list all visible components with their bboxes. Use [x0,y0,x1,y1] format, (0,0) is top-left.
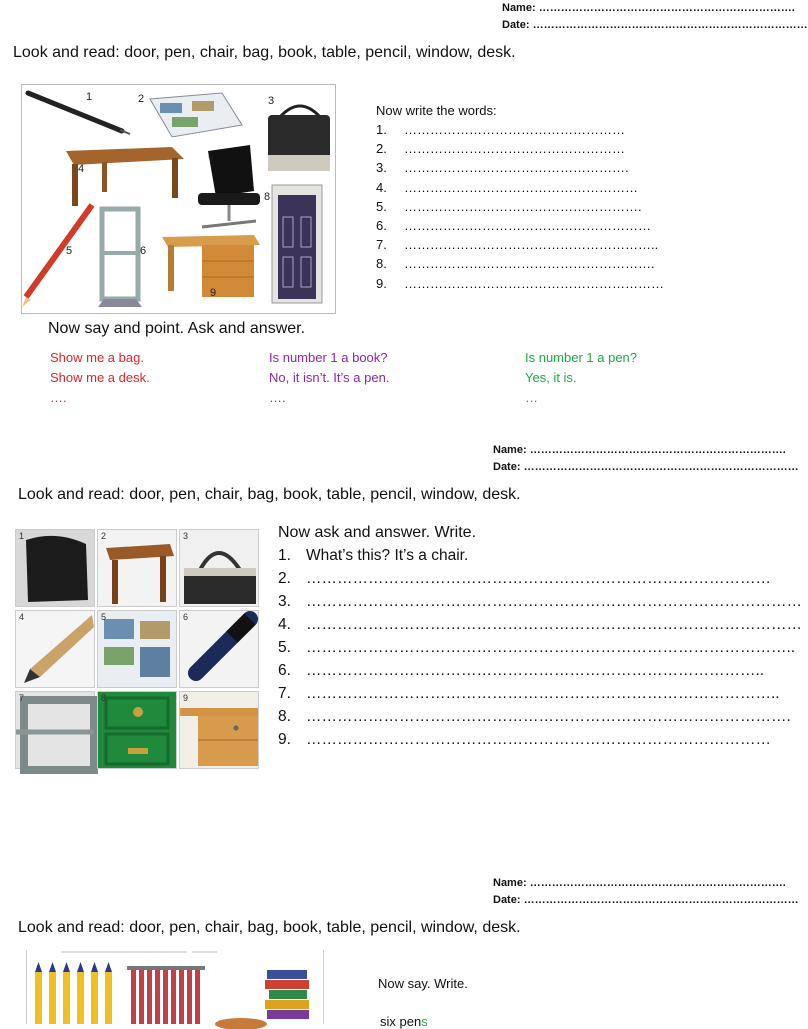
name-dots[interactable]: ……………………………………………………………. [538,2,795,14]
picture-number: 9 [210,287,217,299]
example-line: Yes, it is. [525,370,577,385]
date-dots[interactable]: ………………………………………………………………… [532,19,808,31]
list-item: 7. ………………………………………………….. [376,237,659,253]
photo-pen: 6 [179,610,259,688]
example-line: Is number 1 a pen? [525,350,638,365]
answer-blank[interactable]: ……………………………………………………………………………… [306,731,771,748]
example-line: Show me a bag. [50,350,144,365]
answer-blank[interactable]: …………………………………………… [404,122,625,137]
photo-chair: 1 [15,529,95,607]
counting-illustration [27,950,323,1024]
answer-blank[interactable]: …………………………………………………………………………….. [306,662,765,679]
books-icon [265,970,309,1019]
example-line: No, it isn’t. It’s a pen. [269,370,390,385]
ask-write-heading: Now ask and answer. Write. [278,524,477,541]
objects-picture [21,84,336,314]
picture-number: 2 [138,93,145,105]
list-item: 3. …………………………………………………………………………………… [278,593,802,610]
photo-grid [15,529,255,773]
photo-desk: 9 [179,691,259,769]
green-examples [525,348,637,408]
table-icon [66,147,184,206]
example-line: Is number 1 a book? [269,350,388,365]
answer-blank[interactable]: …………………………………………………………………………………… [306,616,802,633]
list-item: 3. ……………………………………………. [376,160,629,176]
answer-blank[interactable]: …………………………………………………… [404,275,664,291]
photo-table: 2 [97,529,177,607]
answer-blank[interactable]: …………………………………………………………………………………. [306,708,791,725]
name-label: Name: [493,444,527,456]
picture-number: 3 [268,95,275,107]
ask-write-list [278,547,802,754]
section1-title: Look and read: door, pen, chair, bag, book, table, pencil, window, desk. [13,44,516,61]
bag-icon [180,530,258,606]
example-line: …. [269,390,286,405]
say-point-title: Now say and point. Ask and answer. [48,320,306,337]
list-item: 6. …………………………………………………………………………….. [278,662,765,679]
bag-icon [268,106,330,171]
door-icon [98,692,176,768]
book-icon [150,93,242,137]
list-item: 2. …………………………………………… [376,141,625,157]
picture-number: 6 [140,245,147,257]
name-line [493,877,786,889]
picture-number: 1 [86,91,93,103]
chair-icon [16,530,94,606]
date-label: Date: [493,894,521,906]
photo-window: 7 [15,691,95,769]
photo-door: 8 [97,691,177,769]
list-item: 5. ………………………………………………. [376,198,642,214]
photo-bag: 3 [179,529,259,607]
write-heading: Now write the words: [376,103,497,118]
list-item: 2. ……………………………………………………………………………… [278,570,771,587]
pens-icon [35,962,112,1024]
name-label: Name: [493,877,527,889]
answer-blank[interactable]: ………………………………………………. [404,198,642,214]
example-word: six pen [380,1014,422,1029]
list-item: 1. …………………………………………… [376,122,625,137]
example-plural [380,1014,428,1029]
answer-blank[interactable]: ………………………………………………… [404,217,651,233]
photo-book: 5 [97,610,177,688]
name-dots[interactable]: ……………………………………………………………. [529,877,786,889]
photo-pencil: 4 [15,610,95,688]
list-item: 9. ……………………………………………………………………………… [278,731,771,748]
answer-blank[interactable]: …………………………………………………………………………………… [306,593,802,610]
desk-icon [180,692,258,768]
list-item: 8. …………………………………………………. [376,256,655,272]
counting-picture [26,950,324,1024]
picture-number: 4 [78,163,85,175]
pen-icon [28,93,130,134]
picture-number: 5 [66,245,73,257]
pencils-icon [127,966,205,1024]
answer-blank[interactable]: ………………………………………………….. [404,237,659,253]
pen-icon [180,611,258,687]
plural-suffix: s [421,1014,428,1029]
say-write-heading: Now say. Write. [378,976,468,991]
list-item: 8. …………………………………………………………………………………. [278,708,791,725]
list-item: 4. ……………………………………………… [376,179,638,195]
date-dots[interactable]: ………………………………………………………………… [523,461,799,473]
write-list [376,122,664,295]
example-answer: What’s this? It’s a chair. [306,547,469,564]
table-icon [98,530,176,606]
answer-blank[interactable]: ……………………………………………. [404,160,629,176]
answer-blank[interactable]: …………………………………………………. [404,256,655,272]
window-icon [16,692,94,768]
answer-blank[interactable]: …………………………………………… [404,141,625,157]
pencil-icon [16,611,94,687]
answer-blank[interactable]: ………………………………………………………………………………….. [306,639,796,656]
section2-title: Look and read: door, pen, chair, bag, book, table, pencil, window, desk. [18,486,521,503]
door-icon [272,185,322,303]
red-examples [50,348,150,408]
answer-blank[interactable]: ……………………………………………………………………………….. [306,685,780,702]
list-item: 9. …………………………………………………… [376,275,664,291]
list-item: 7. ……………………………………………………………………………….. [278,685,780,702]
list-item: 5. ………………………………………………………………………………….. [278,639,796,656]
section3-title: Look and read: door, pen, chair, bag, book, table, pencil, window, desk. [18,919,521,936]
pencil-icon [22,205,92,307]
picture-number: 8 [264,191,271,203]
example-line: … [525,390,538,405]
objects-illustration [22,85,335,313]
picture-number: 7 [208,155,215,167]
list-item: 1. What’s this? It’s a chair. [278,547,469,564]
answer-blank[interactable]: ……………………………………………… [404,179,638,195]
date-line [502,19,808,31]
name-dots[interactable]: ……………………………………………………………. [529,444,786,456]
date-dots[interactable]: ………………………………………………………………… [523,894,799,906]
book-icon [98,611,176,687]
purple-examples [269,348,389,408]
date-label: Date: [493,461,521,473]
date-label: Date: [502,19,530,31]
answer-blank[interactable]: ……………………………………………………………………………… [306,570,771,587]
list-item: 4. …………………………………………………………………………………… [278,616,802,633]
example-line: …. [50,390,67,405]
date-line [493,461,799,473]
name-line [502,2,795,14]
name-line [493,444,786,456]
date-line [493,894,799,906]
window-icon [98,209,142,307]
list-item: 6. ………………………………………………… [376,217,651,233]
example-line: Show me a desk. [50,370,150,385]
name-label: Name: [502,2,536,14]
